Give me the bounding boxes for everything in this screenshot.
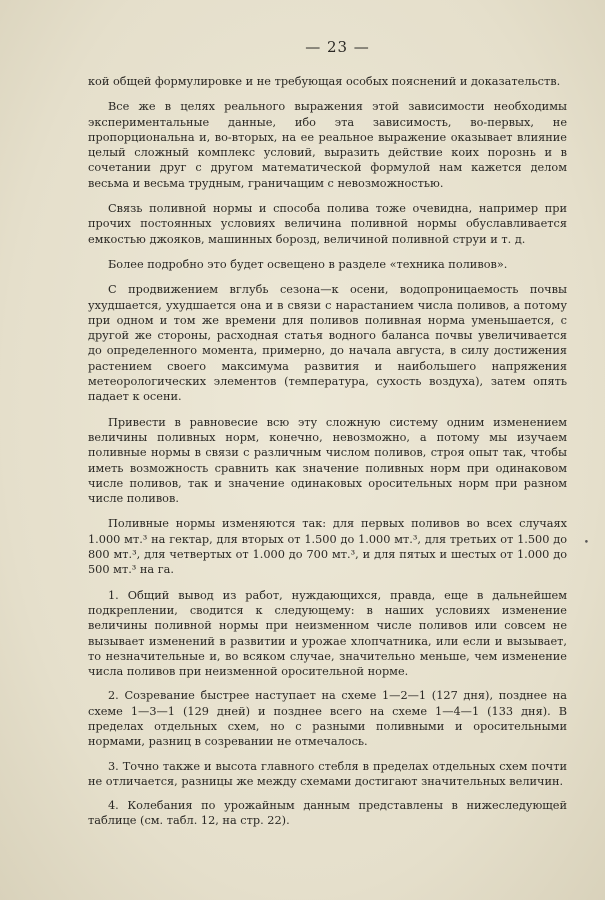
paragraph-equilibrium: Привести в равновесие всю эту сложную систему одним изменением величины поливных норм, конечно, невозможно, а потому мы изучаем поливные нормы в связи с различным числом поливов, строя опыт так, чтобы иметь возможность сравнить как значение поливных норм при одинаковом числе поливов, так и значение одинаковых оросительных норм при разном числе поливов.: [88, 415, 567, 506]
conclusion-2: 2. Созревание быстрее наступает на схеме 1—2—1 (127 дня), позднее на схеме 1—3—1 (129 дней) и позднее всего на схеме 1—4—1 (133 дня). В пределах отдельных схем, но с разными поливными и оросительными нормами, разниц в созревании не отмечалось.: [88, 689, 567, 749]
paragraph-technique-reference: Более подробно это будет освещено в разделе «техника поливов».: [108, 257, 508, 271]
paragraph-irrigation-method: Связь поливной нормы и способа полива тоже очевидна, например при прочих постоянных условиях величина поливной нормы обуславливается емкостью джояков, машинных борозд, величиной поливной струи и т. д.: [88, 202, 567, 246]
paragraph-continued: кой общей формулировке и не требующая особых пояснений и доказательств.: [88, 75, 561, 88]
conclusion-4: 4. Колебания по урожайным данным представлены в нижеследующей таблице (см. табл. 12, на стр. 22).: [88, 799, 567, 828]
body-text: [88, 74, 567, 829]
paragraph-norm-changes: Поливные нормы изменяются так: для первых поливов во всех случаях 1.000 мт.³ на гектар, для вторых от 1.500 до 1.000 мт.³, для третьих от 1.500 до 800 мт.³, для четвертых от 1.000 до 700 мт.³, и для пятых и шестых от 1.000 до 500 мт.³ на га.: [88, 517, 567, 577]
paragraph-season-permeability: С продвижением вглубь сезона—к осени, водопроницаемость почвы ухудшается, ухудшается она и в связи с нарастанием числа поливов, а потому при одном и том же времени для поливов поливная норма уменьшается, с другой же стороны, расходная статья водного баланса почвы увеличивается до определенного момента, примерно, до начала августа, в силу достижения растением своего максимума развития и наибольшего напряжения метеорологических элементов (температура, сухость воздуха), затем опять падает к осени.: [88, 283, 567, 404]
page-number: — 23 —: [305, 38, 370, 56]
conclusion-3: 3. Точно также и высота главного стебля в пределах отдельных схем почти не отличается, разницы же между схемами достигают значительных величин.: [88, 759, 567, 788]
conclusion-1: 1. Общий вывод из работ, нуждающихся, правда, еще в дальнейшем подкреплении, сводится к следующему: в наших условиях изменение величины поливной нормы при неизменном числе поливов или совсем не вызывает изменений в развитии и урожае хлопчатника, или если и вызывает, то незначительные и, во всяком случае, значительно меньше, чем изменение числа поливов при неизменной оросительной норме.: [88, 588, 567, 679]
margin-mark: •: [583, 538, 589, 548]
paragraph-experimental-data: Все же в целях реального выражения этой зависимости необходимы экспериментальные данные, ибо эта зависимость, во-первых, не пропорциональна и, во-вторых, на ее реальное выражение оказывает влияние целый сложный комплекс условий, выразить действие коих порознь и в сочетании друг с другом математической формулой нам кажется делом весьма и весьма трудным, граничащим с невозможностью.: [88, 100, 567, 190]
